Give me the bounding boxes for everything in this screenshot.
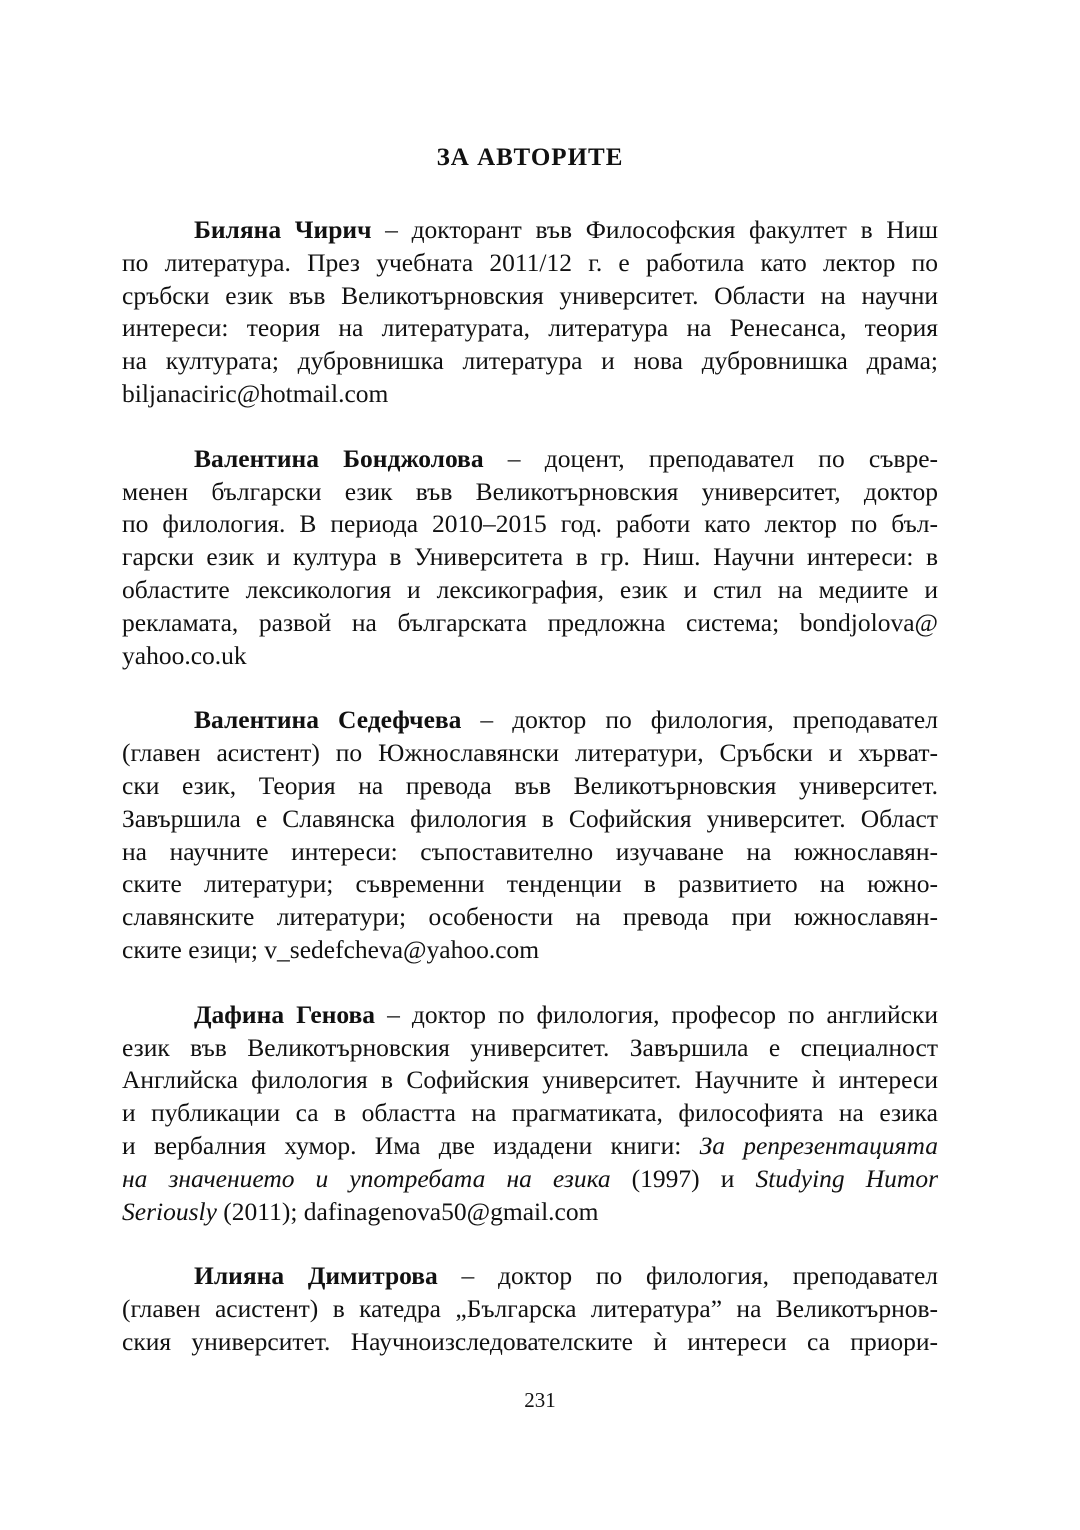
entry-line: ския университет. Научноизследователските ѝ интереси са приори- — [122, 1326, 938, 1356]
entry-line: рекламата, развой на българската предложна система; bondjolova@ — [122, 607, 938, 637]
author-email: biljanaciric@hotmail.com — [122, 378, 389, 408]
book-title: на значението и употребата на езика — [122, 1163, 611, 1193]
entry-line: и публикации са в областта на прагматиката, философията на езика — [122, 1098, 938, 1128]
page-number: 231 — [524, 1388, 556, 1412]
entry-line: ски език, Теория на превода във Великотърновския университет. — [122, 770, 938, 800]
author-name: Валентина Седефчева — [194, 705, 462, 735]
entry-line: Дафина Генова – доктор по филология, професор по английски — [194, 999, 939, 1029]
author-name: Валентина Бонджолова — [194, 443, 484, 473]
author-email: ските езици; v_sedefcheva@yahoo.com — [122, 934, 540, 964]
book-title: Studying Humor — [755, 1163, 938, 1193]
entry-line: по литература. През учебната 2011/12 г. е работила като лектор по — [122, 247, 938, 277]
entry-line: (главен асистент) по Южнославянски литератури, Сръбски и хърват- — [122, 738, 938, 768]
book-title: Seriously — [122, 1196, 217, 1226]
author-name: Илияна Димитрова — [194, 1261, 438, 1291]
entry-line: (главен асистент) в катедра „Българска литература” на Великотърнов- — [122, 1294, 938, 1324]
author-entry-genova — [122, 999, 938, 1229]
page-title: ЗА АВТОРИТЕ — [436, 144, 624, 171]
author-name: Биляна Чирич — [194, 215, 372, 244]
entry-line: Завършила е Славянска филология в Софийския университет. Област — [122, 803, 938, 833]
author-entry-bondjolova — [122, 443, 938, 673]
entry-line: Биляна Чирич – докторант във Философския факултет в Ниш — [194, 215, 938, 244]
entry-line: областите лексикология и лексикография, език и стил на медиите и — [122, 574, 938, 604]
entry-line: интереси: теория на литературата, литература на Ренесанса, теория — [122, 313, 938, 343]
entry-line: Английска филология в Софийския университет. Научните ѝ интереси — [122, 1065, 938, 1095]
entry-line: Валентина Седефчева – доктор по филология, преподавател — [194, 705, 938, 735]
entry-line: Валентина Бонджолова – доцент, преподавател по съвре- — [194, 443, 938, 473]
entry-line: на значението и употребата на езика (1997) и Studying Humor — [122, 1163, 938, 1193]
author-entry-sedefcheva — [122, 704, 938, 966]
entry-line: на културата; дубровнишка литература и нова дубровнишка драма; — [122, 346, 938, 376]
entry-line: менен български език във Великотърновския университет, доктор — [122, 476, 938, 506]
page-body — [122, 140, 938, 1391]
author-entry-ciric — [122, 214, 938, 411]
book-title: За репрезентацията — [699, 1130, 938, 1160]
entry-line: по филология. В периода 2010–2015 год. работи като лектор по бъл- — [122, 509, 938, 539]
entry-line: гарски език и култура в Университета в гр. Ниш. Научни интереси: в — [122, 542, 938, 572]
entry-line: славянските литератури; особености на превода при южнославян- — [122, 902, 938, 932]
entry-line: и вербалния хумор. Има две издадени книги: За репрезентацията — [122, 1130, 938, 1160]
entry-line: ските литератури; съвременни тенденции в развитието на южно- — [122, 869, 938, 899]
entry-line: език във Великотърновския университет. Завършила е специалност — [122, 1032, 938, 1062]
author-name: Дафина Генова — [194, 999, 376, 1029]
author-email: yahoo.co.uk — [122, 640, 247, 670]
entry-line: Илияна Димитрова – доктор по филология, преподавател — [194, 1261, 938, 1291]
entry-line: сръбски език във Великотърновския университет. Области на научни — [122, 280, 938, 310]
entry-line: на научните интереси: съпоставително изучаване на южнославян- — [122, 836, 938, 866]
author-email: Seriously (2011); dafinagenova50@gmail.com — [122, 1196, 599, 1226]
author-entry-dimitrova — [122, 1260, 938, 1358]
